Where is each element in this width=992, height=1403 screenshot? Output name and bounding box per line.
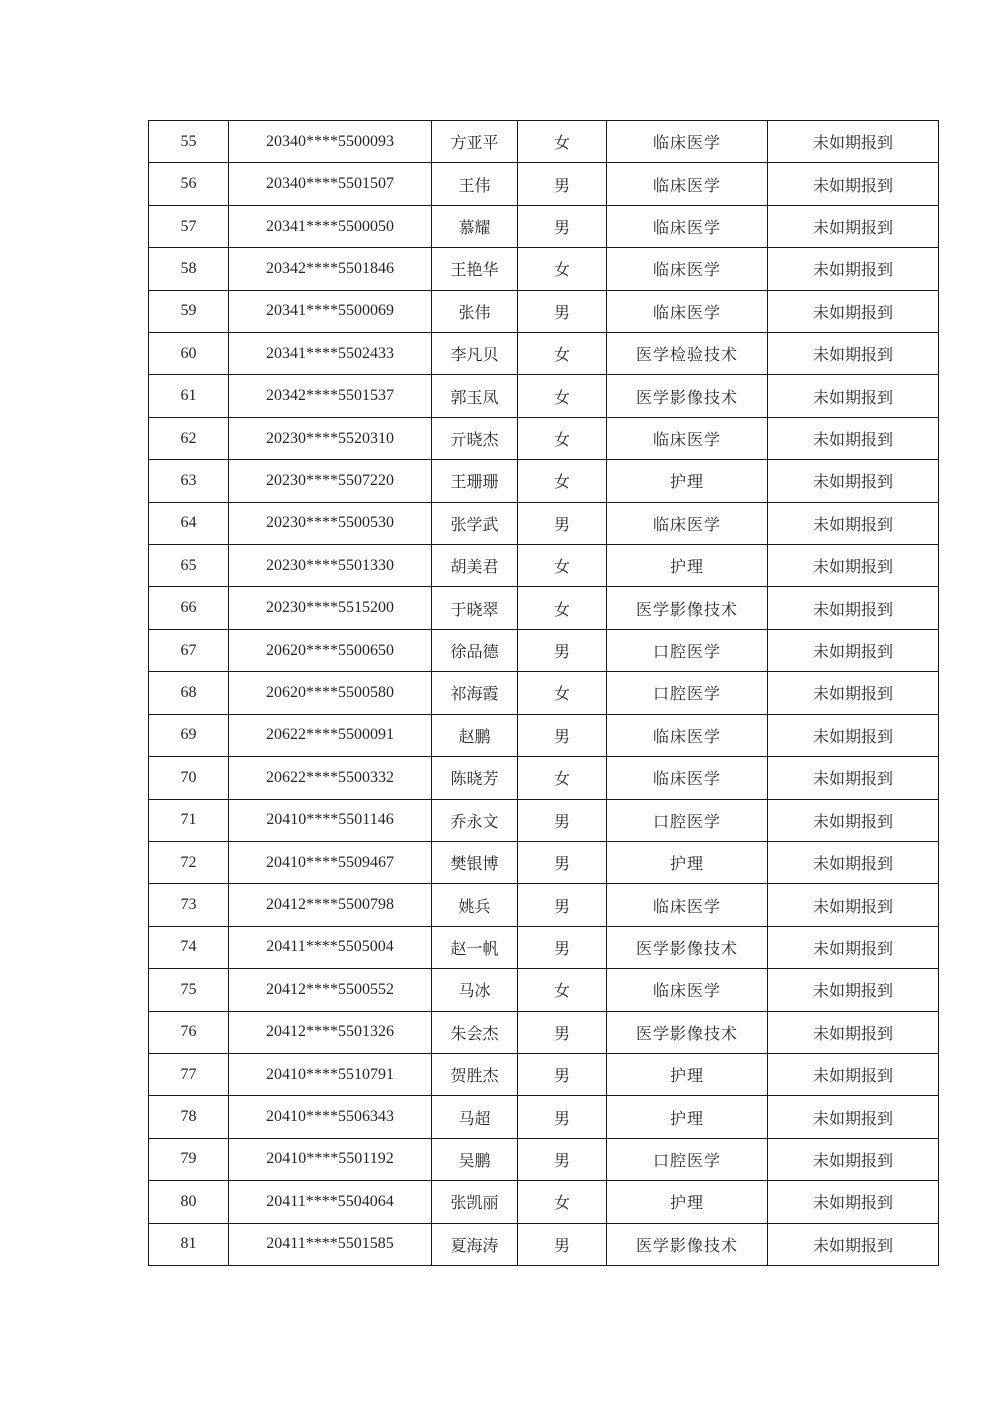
- cell-report-status: 未如期报到: [768, 460, 939, 502]
- cell-student-name: 方亚平: [432, 121, 518, 163]
- cell-student-name: 王珊珊: [432, 460, 518, 502]
- cell-gender: 女: [518, 672, 607, 714]
- cell-gender: 男: [518, 290, 607, 332]
- cell-student-name: 张凯丽: [432, 1181, 518, 1223]
- cell-exam-id: 20620****5500650: [229, 629, 432, 671]
- cell-student-name: 马超: [432, 1096, 518, 1138]
- table-row: [149, 672, 939, 714]
- cell-gender: 男: [518, 884, 607, 926]
- table-row: [149, 1138, 939, 1180]
- table-body: [149, 121, 939, 1266]
- cell-row-number: 80: [149, 1181, 229, 1223]
- cell-gender: 男: [518, 502, 607, 544]
- cell-major: 医学影像技术: [607, 587, 768, 629]
- cell-gender: 女: [518, 969, 607, 1011]
- table-row: [149, 121, 939, 163]
- cell-row-number: 77: [149, 1053, 229, 1095]
- cell-gender: 男: [518, 1138, 607, 1180]
- cell-student-name: 慕耀: [432, 205, 518, 247]
- cell-exam-id: 20411****5501585: [229, 1223, 432, 1265]
- cell-exam-id: 20342****5501537: [229, 375, 432, 417]
- cell-exam-id: 20230****5520310: [229, 417, 432, 459]
- cell-student-name: 赵一帆: [432, 926, 518, 968]
- cell-major: 护理: [607, 460, 768, 502]
- cell-major: 临床医学: [607, 417, 768, 459]
- cell-report-status: 未如期报到: [768, 121, 939, 163]
- cell-row-number: 71: [149, 799, 229, 841]
- cell-report-status: 未如期报到: [768, 1096, 939, 1138]
- cell-major: 护理: [607, 1181, 768, 1223]
- cell-row-number: 81: [149, 1223, 229, 1265]
- cell-report-status: 未如期报到: [768, 1011, 939, 1053]
- cell-student-name: 朱会杰: [432, 1011, 518, 1053]
- table-row: [149, 290, 939, 332]
- table-row: [149, 248, 939, 290]
- cell-major: 口腔医学: [607, 629, 768, 671]
- cell-student-name: 王艳华: [432, 248, 518, 290]
- cell-report-status: 未如期报到: [768, 502, 939, 544]
- table-row: [149, 757, 939, 799]
- cell-student-name: 张学武: [432, 502, 518, 544]
- table-row: [149, 1053, 939, 1095]
- cell-exam-id: 20341****5500050: [229, 205, 432, 247]
- table-row: [149, 629, 939, 671]
- cell-row-number: 69: [149, 714, 229, 756]
- cell-major: 医学影像技术: [607, 1223, 768, 1265]
- cell-row-number: 79: [149, 1138, 229, 1180]
- cell-row-number: 57: [149, 205, 229, 247]
- cell-report-status: 未如期报到: [768, 884, 939, 926]
- cell-report-status: 未如期报到: [768, 1053, 939, 1095]
- cell-major: 临床医学: [607, 714, 768, 756]
- cell-major: 口腔医学: [607, 1138, 768, 1180]
- cell-student-name: 徐品德: [432, 629, 518, 671]
- cell-student-name: 胡美君: [432, 545, 518, 587]
- cell-exam-id: 20411****5504064: [229, 1181, 432, 1223]
- cell-report-status: 未如期报到: [768, 629, 939, 671]
- cell-gender: 男: [518, 1011, 607, 1053]
- table-row: [149, 884, 939, 926]
- cell-report-status: 未如期报到: [768, 333, 939, 375]
- cell-gender: 女: [518, 460, 607, 502]
- cell-major: 临床医学: [607, 884, 768, 926]
- table-row: [149, 502, 939, 544]
- cell-report-status: 未如期报到: [768, 290, 939, 332]
- cell-row-number: 55: [149, 121, 229, 163]
- cell-major: 临床医学: [607, 248, 768, 290]
- cell-exam-id: 20230****5515200: [229, 587, 432, 629]
- cell-gender: 女: [518, 333, 607, 375]
- cell-major: 口腔医学: [607, 799, 768, 841]
- table-row: [149, 587, 939, 629]
- student-report-table: [148, 120, 939, 1266]
- cell-major: 医学检验技术: [607, 333, 768, 375]
- cell-student-name: 张伟: [432, 290, 518, 332]
- table-row: [149, 1223, 939, 1265]
- table-row: [149, 163, 939, 205]
- cell-student-name: 李凡贝: [432, 333, 518, 375]
- cell-exam-id: 20412****5500552: [229, 969, 432, 1011]
- cell-gender: 男: [518, 841, 607, 883]
- cell-major: 医学影像技术: [607, 926, 768, 968]
- cell-student-name: 亓晓杰: [432, 417, 518, 459]
- table-row: [149, 545, 939, 587]
- cell-gender: 男: [518, 1053, 607, 1095]
- cell-major: 临床医学: [607, 969, 768, 1011]
- cell-major: 临床医学: [607, 502, 768, 544]
- cell-exam-id: 20230****5507220: [229, 460, 432, 502]
- cell-major: 护理: [607, 841, 768, 883]
- cell-student-name: 贺胜杰: [432, 1053, 518, 1095]
- cell-row-number: 68: [149, 672, 229, 714]
- cell-gender: 女: [518, 248, 607, 290]
- cell-report-status: 未如期报到: [768, 926, 939, 968]
- cell-row-number: 56: [149, 163, 229, 205]
- cell-student-name: 王伟: [432, 163, 518, 205]
- cell-exam-id: 20410****5506343: [229, 1096, 432, 1138]
- cell-row-number: 65: [149, 545, 229, 587]
- cell-row-number: 66: [149, 587, 229, 629]
- cell-student-name: 陈晓芳: [432, 757, 518, 799]
- cell-exam-id: 20410****5501146: [229, 799, 432, 841]
- cell-major: 医学影像技术: [607, 375, 768, 417]
- table-row: [149, 1096, 939, 1138]
- cell-exam-id: 20230****5501330: [229, 545, 432, 587]
- cell-gender: 男: [518, 1096, 607, 1138]
- cell-report-status: 未如期报到: [768, 163, 939, 205]
- cell-student-name: 乔永文: [432, 799, 518, 841]
- cell-row-number: 72: [149, 841, 229, 883]
- table-row: [149, 926, 939, 968]
- cell-row-number: 58: [149, 248, 229, 290]
- cell-major: 临床医学: [607, 757, 768, 799]
- cell-exam-id: 20622****5500091: [229, 714, 432, 756]
- cell-exam-id: 20230****5500530: [229, 502, 432, 544]
- cell-report-status: 未如期报到: [768, 205, 939, 247]
- cell-report-status: 未如期报到: [768, 545, 939, 587]
- cell-gender: 男: [518, 163, 607, 205]
- cell-exam-id: 20341****5502433: [229, 333, 432, 375]
- cell-report-status: 未如期报到: [768, 969, 939, 1011]
- cell-report-status: 未如期报到: [768, 417, 939, 459]
- cell-major: 护理: [607, 1053, 768, 1095]
- cell-gender: 男: [518, 1223, 607, 1265]
- cell-row-number: 61: [149, 375, 229, 417]
- cell-gender: 女: [518, 587, 607, 629]
- cell-report-status: 未如期报到: [768, 799, 939, 841]
- table-row: [149, 969, 939, 1011]
- cell-row-number: 62: [149, 417, 229, 459]
- cell-gender: 女: [518, 545, 607, 587]
- table-row: [149, 1011, 939, 1053]
- cell-report-status: 未如期报到: [768, 248, 939, 290]
- cell-major: 医学影像技术: [607, 1011, 768, 1053]
- cell-gender: 男: [518, 629, 607, 671]
- cell-student-name: 于晓翠: [432, 587, 518, 629]
- cell-gender: 女: [518, 1181, 607, 1223]
- cell-major: 临床医学: [607, 205, 768, 247]
- cell-report-status: 未如期报到: [768, 1223, 939, 1265]
- cell-report-status: 未如期报到: [768, 1181, 939, 1223]
- cell-exam-id: 20622****5500332: [229, 757, 432, 799]
- cell-gender: 女: [518, 757, 607, 799]
- table-row: [149, 841, 939, 883]
- table-row: [149, 1181, 939, 1223]
- cell-major: 护理: [607, 1096, 768, 1138]
- cell-gender: 女: [518, 375, 607, 417]
- cell-row-number: 74: [149, 926, 229, 968]
- cell-major: 口腔医学: [607, 672, 768, 714]
- cell-gender: 男: [518, 205, 607, 247]
- cell-student-name: 祁海霞: [432, 672, 518, 714]
- cell-exam-id: 20410****5501192: [229, 1138, 432, 1180]
- cell-exam-id: 20340****5500093: [229, 121, 432, 163]
- cell-student-name: 马冰: [432, 969, 518, 1011]
- cell-exam-id: 20342****5501846: [229, 248, 432, 290]
- table-row: [149, 460, 939, 502]
- cell-report-status: 未如期报到: [768, 841, 939, 883]
- cell-exam-id: 20341****5500069: [229, 290, 432, 332]
- cell-row-number: 75: [149, 969, 229, 1011]
- cell-gender: 男: [518, 799, 607, 841]
- cell-exam-id: 20412****5500798: [229, 884, 432, 926]
- cell-student-name: 郭玉凤: [432, 375, 518, 417]
- cell-row-number: 73: [149, 884, 229, 926]
- cell-report-status: 未如期报到: [768, 714, 939, 756]
- cell-row-number: 76: [149, 1011, 229, 1053]
- cell-report-status: 未如期报到: [768, 1138, 939, 1180]
- cell-student-name: 赵鹏: [432, 714, 518, 756]
- cell-report-status: 未如期报到: [768, 757, 939, 799]
- table-row: [149, 799, 939, 841]
- cell-major: 临床医学: [607, 290, 768, 332]
- cell-row-number: 78: [149, 1096, 229, 1138]
- cell-student-name: 夏海涛: [432, 1223, 518, 1265]
- table-row: [149, 375, 939, 417]
- cell-student-name: 吴鹏: [432, 1138, 518, 1180]
- cell-row-number: 59: [149, 290, 229, 332]
- cell-row-number: 70: [149, 757, 229, 799]
- table-row: [149, 205, 939, 247]
- cell-gender: 男: [518, 714, 607, 756]
- cell-exam-id: 20410****5510791: [229, 1053, 432, 1095]
- cell-report-status: 未如期报到: [768, 587, 939, 629]
- table-row: [149, 333, 939, 375]
- cell-row-number: 60: [149, 333, 229, 375]
- cell-exam-id: 20411****5505004: [229, 926, 432, 968]
- cell-exam-id: 20340****5501507: [229, 163, 432, 205]
- cell-row-number: 63: [149, 460, 229, 502]
- cell-exam-id: 20410****5509467: [229, 841, 432, 883]
- table-row: [149, 714, 939, 756]
- cell-row-number: 64: [149, 502, 229, 544]
- cell-report-status: 未如期报到: [768, 672, 939, 714]
- cell-student-name: 姚兵: [432, 884, 518, 926]
- cell-major: 护理: [607, 545, 768, 587]
- cell-gender: 女: [518, 417, 607, 459]
- cell-report-status: 未如期报到: [768, 375, 939, 417]
- cell-row-number: 67: [149, 629, 229, 671]
- cell-exam-id: 20620****5500580: [229, 672, 432, 714]
- table-row: [149, 417, 939, 459]
- cell-exam-id: 20412****5501326: [229, 1011, 432, 1053]
- cell-gender: 男: [518, 926, 607, 968]
- cell-major: 临床医学: [607, 121, 768, 163]
- cell-gender: 女: [518, 121, 607, 163]
- cell-major: 临床医学: [607, 163, 768, 205]
- cell-student-name: 樊银博: [432, 841, 518, 883]
